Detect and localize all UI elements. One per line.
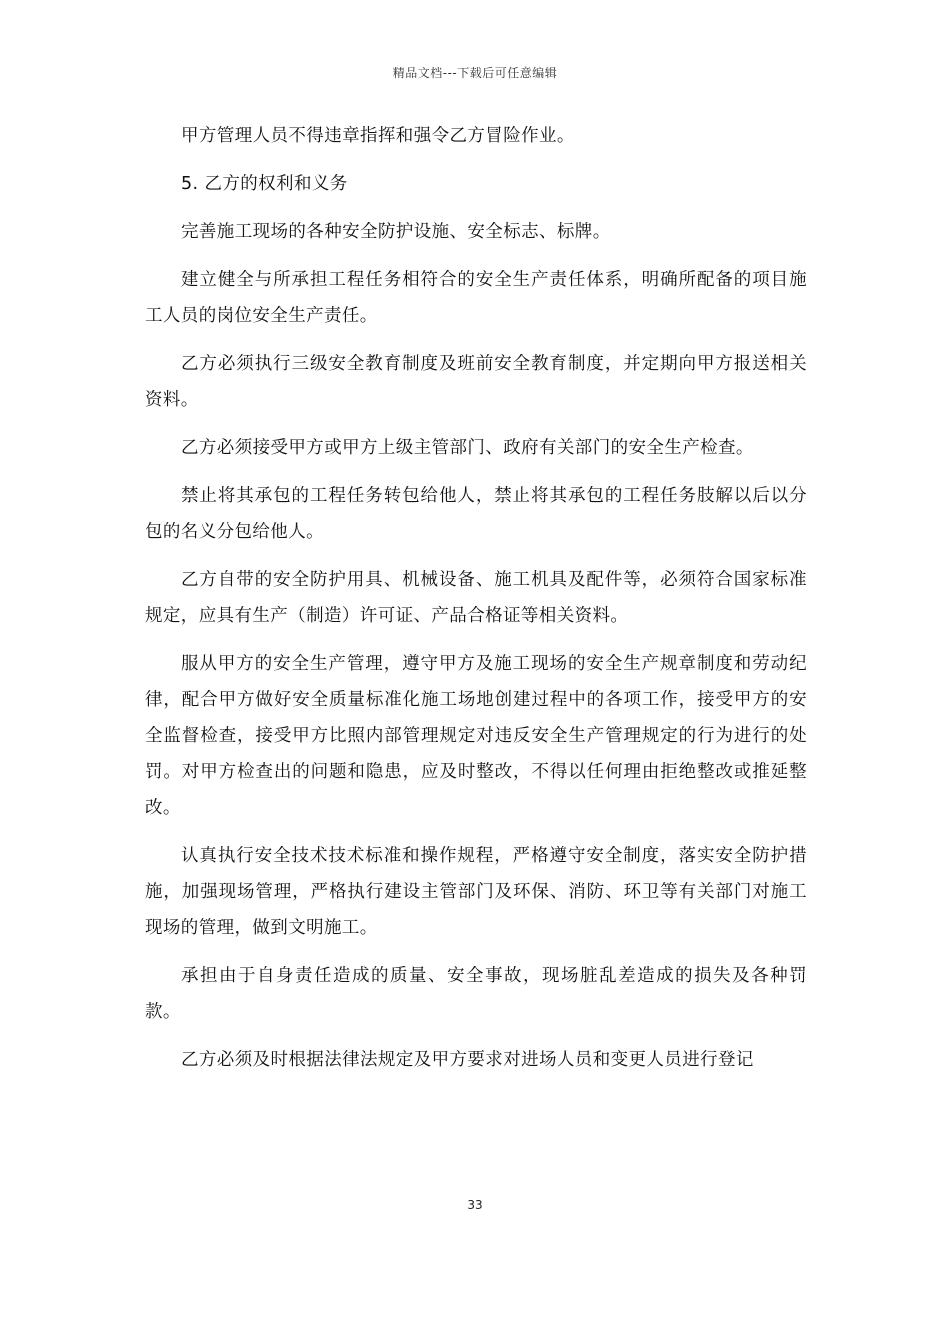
paragraph-10: 认真执行安全技术技术标准和操作规程，严格遵守安全制度，落实安全防护措施，加强现场管理，严格执行建设主管部门及环保、消防、环卫等有关部门对施工现场的管理，做到文明施工。 (145, 846, 807, 938)
paragraph-9: 服从甲方的安全生产管理，遵守甲方及施工现场的安全生产规章制度和劳动纪律，配合甲方做好安全质量标准化施工场地创建过程中的各项工作，接受甲方的安全监督检查，接受甲方比照内部管理规定对违反安全生产管理规定的行为进行的处罚。对甲方检查出的问题和隐患，应及时整改，不得以任何理由拒绝整改或推延整改。 (145, 654, 807, 818)
paragraph-12: 乙方必须及时根据法律法规定及甲方要求对进场人员和变更人员进行登记 (181, 1050, 754, 1070)
paragraph-8: 乙方自带的安全防护用具、机械设备、施工机具及配件等，必须符合国家标准规定，应具有生产（制造）许可证、产品合格证等相关资料。 (145, 570, 807, 626)
paragraph-4: 建立健全与所承担工程任务相符合的安全生产责任体系，明确所配备的项目施工人员的岗位安全生产责任。 (145, 270, 807, 326)
paragraph-7: 禁止将其承包的工程任务转包给他人，禁止将其承包的工程任务肢解以后以分包的名义分包给他人。 (145, 486, 807, 542)
page-number: 33 (467, 1198, 483, 1212)
paragraph-1: 甲方管理人员不得违章指挥和强令乙方冒险作业。 (181, 126, 575, 146)
paragraph-6: 乙方必须接受甲方或甲方上级主管部门、政府有关部门的安全生产检查。 (181, 438, 754, 458)
paragraph-3: 完善施工现场的各种安全防护设施、安全标志、标牌。 (181, 222, 611, 242)
paragraph-5: 乙方必须执行三级安全教育制度及班前安全教育制度，并定期向甲方报送相关资料。 (145, 354, 807, 410)
paragraph-11: 承担由于自身责任造成的质量、安全事故，现场脏乱差造成的损失及各种罚款。 (145, 966, 807, 1022)
document-body (145, 118, 807, 1090)
page-header: 精品文档---下载后可任意编辑 (392, 66, 558, 80)
section-heading: 5. 乙方的权利和义务 (181, 174, 348, 194)
